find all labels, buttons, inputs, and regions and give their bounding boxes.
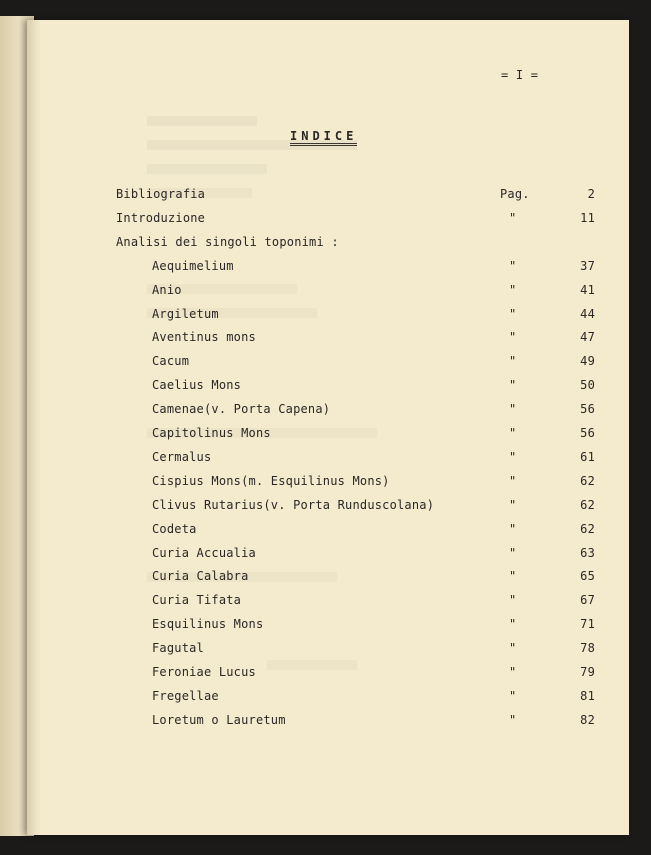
show-through-shade bbox=[267, 660, 357, 670]
ditto-mark: " bbox=[509, 330, 517, 344]
toc-entry-page: 11 bbox=[580, 211, 595, 225]
toc-entry-page: 41 bbox=[580, 283, 595, 297]
toc-entry-page: 71 bbox=[580, 617, 595, 631]
toc-entry-label: Loretum o Lauretum bbox=[152, 713, 286, 727]
toc-entry-label: Fregellae bbox=[152, 689, 219, 703]
toc-entry-label: Esquilinus Mons bbox=[152, 617, 264, 631]
toc-entry-label: Cispius Mons(m. Esquilinus Mons) bbox=[152, 474, 390, 488]
ditto-mark: " bbox=[509, 402, 517, 416]
toc-entry-page: 50 bbox=[580, 378, 595, 392]
ditto-mark: " bbox=[509, 569, 517, 583]
toc-entry-page: 82 bbox=[580, 713, 595, 727]
show-through-shade bbox=[147, 116, 257, 126]
toc-entry-label: Feroniae Lucus bbox=[152, 665, 256, 679]
toc-entry-page: 62 bbox=[580, 522, 595, 536]
toc-entry-page: 81 bbox=[580, 689, 595, 703]
ditto-mark: " bbox=[509, 641, 517, 655]
ditto-mark: " bbox=[509, 617, 517, 631]
toc-entry-label: Cacum bbox=[152, 354, 190, 368]
toc-entry-label: Argiletum bbox=[152, 307, 219, 321]
toc-entry-page: 63 bbox=[580, 546, 595, 560]
ditto-mark: " bbox=[509, 474, 517, 488]
ditto-mark: " bbox=[509, 522, 517, 536]
toc-entry-label: Anio bbox=[152, 283, 182, 297]
toc-entry-page: 62 bbox=[580, 498, 595, 512]
toc-entry-label: Curia Accualia bbox=[152, 546, 256, 560]
show-through-shade bbox=[147, 164, 267, 174]
toc-entry-page: 62 bbox=[580, 474, 595, 488]
ditto-mark: " bbox=[509, 593, 517, 607]
toc-entry-page: 78 bbox=[580, 641, 595, 655]
toc-entry-page: 44 bbox=[580, 307, 595, 321]
ditto-mark: " bbox=[509, 689, 517, 703]
toc-entry-label: Clivus Rutarius(v. Porta Runduscolana) bbox=[152, 498, 435, 512]
toc-entry-label: Codeta bbox=[152, 522, 197, 536]
ditto-mark: " bbox=[509, 259, 517, 273]
toc-entry-label: Cermalus bbox=[152, 450, 212, 464]
toc-entry-page: 37 bbox=[580, 259, 595, 273]
toc-entry-page: 67 bbox=[580, 593, 595, 607]
toc-entry-page: 56 bbox=[580, 402, 595, 416]
toc-entry-label: Caelius Mons bbox=[152, 378, 242, 392]
toc-entry-page: 2 bbox=[587, 187, 595, 201]
document-page bbox=[27, 20, 629, 835]
toc-entry-page: 79 bbox=[580, 665, 595, 679]
ditto-mark: " bbox=[509, 283, 517, 297]
pag-label: Pag. bbox=[500, 187, 530, 201]
ditto-mark: " bbox=[509, 211, 517, 225]
toc-entry-page: 56 bbox=[580, 426, 595, 440]
toc-entry-label: Aequimelium bbox=[152, 259, 234, 273]
toc-entry-page: 49 bbox=[580, 354, 595, 368]
toc-entry-page: 61 bbox=[580, 450, 595, 464]
toc-entry-label: Analisi dei singoli toponimi : bbox=[116, 235, 339, 249]
toc-entry-label: Bibliografia bbox=[116, 187, 206, 201]
toc-entry-label: Aventinus mons bbox=[152, 330, 256, 344]
ditto-mark: " bbox=[509, 307, 517, 321]
ditto-mark: " bbox=[509, 354, 517, 368]
toc-entry-label: Capitolinus Mons bbox=[152, 426, 271, 440]
ditto-mark: " bbox=[509, 713, 517, 727]
toc-entry-label: Curia Tifata bbox=[152, 593, 242, 607]
toc-entry-label: Camenae(v. Porta Capena) bbox=[152, 402, 331, 416]
page-number: = I = bbox=[501, 68, 539, 82]
toc-entry-label: Introduzione bbox=[116, 211, 206, 225]
ditto-mark: " bbox=[509, 426, 517, 440]
ditto-mark: " bbox=[509, 378, 517, 392]
ditto-mark: " bbox=[509, 546, 517, 560]
index-title: INDICE bbox=[290, 129, 358, 143]
toc-entry-page: 47 bbox=[580, 330, 595, 344]
toc-entry-label: Curia Calabra bbox=[152, 569, 249, 583]
toc-entry-page: 65 bbox=[580, 569, 595, 583]
ditto-mark: " bbox=[509, 450, 517, 464]
ditto-mark: " bbox=[509, 498, 517, 512]
ditto-mark: " bbox=[509, 665, 517, 679]
toc-entry-label: Fagutal bbox=[152, 641, 204, 655]
